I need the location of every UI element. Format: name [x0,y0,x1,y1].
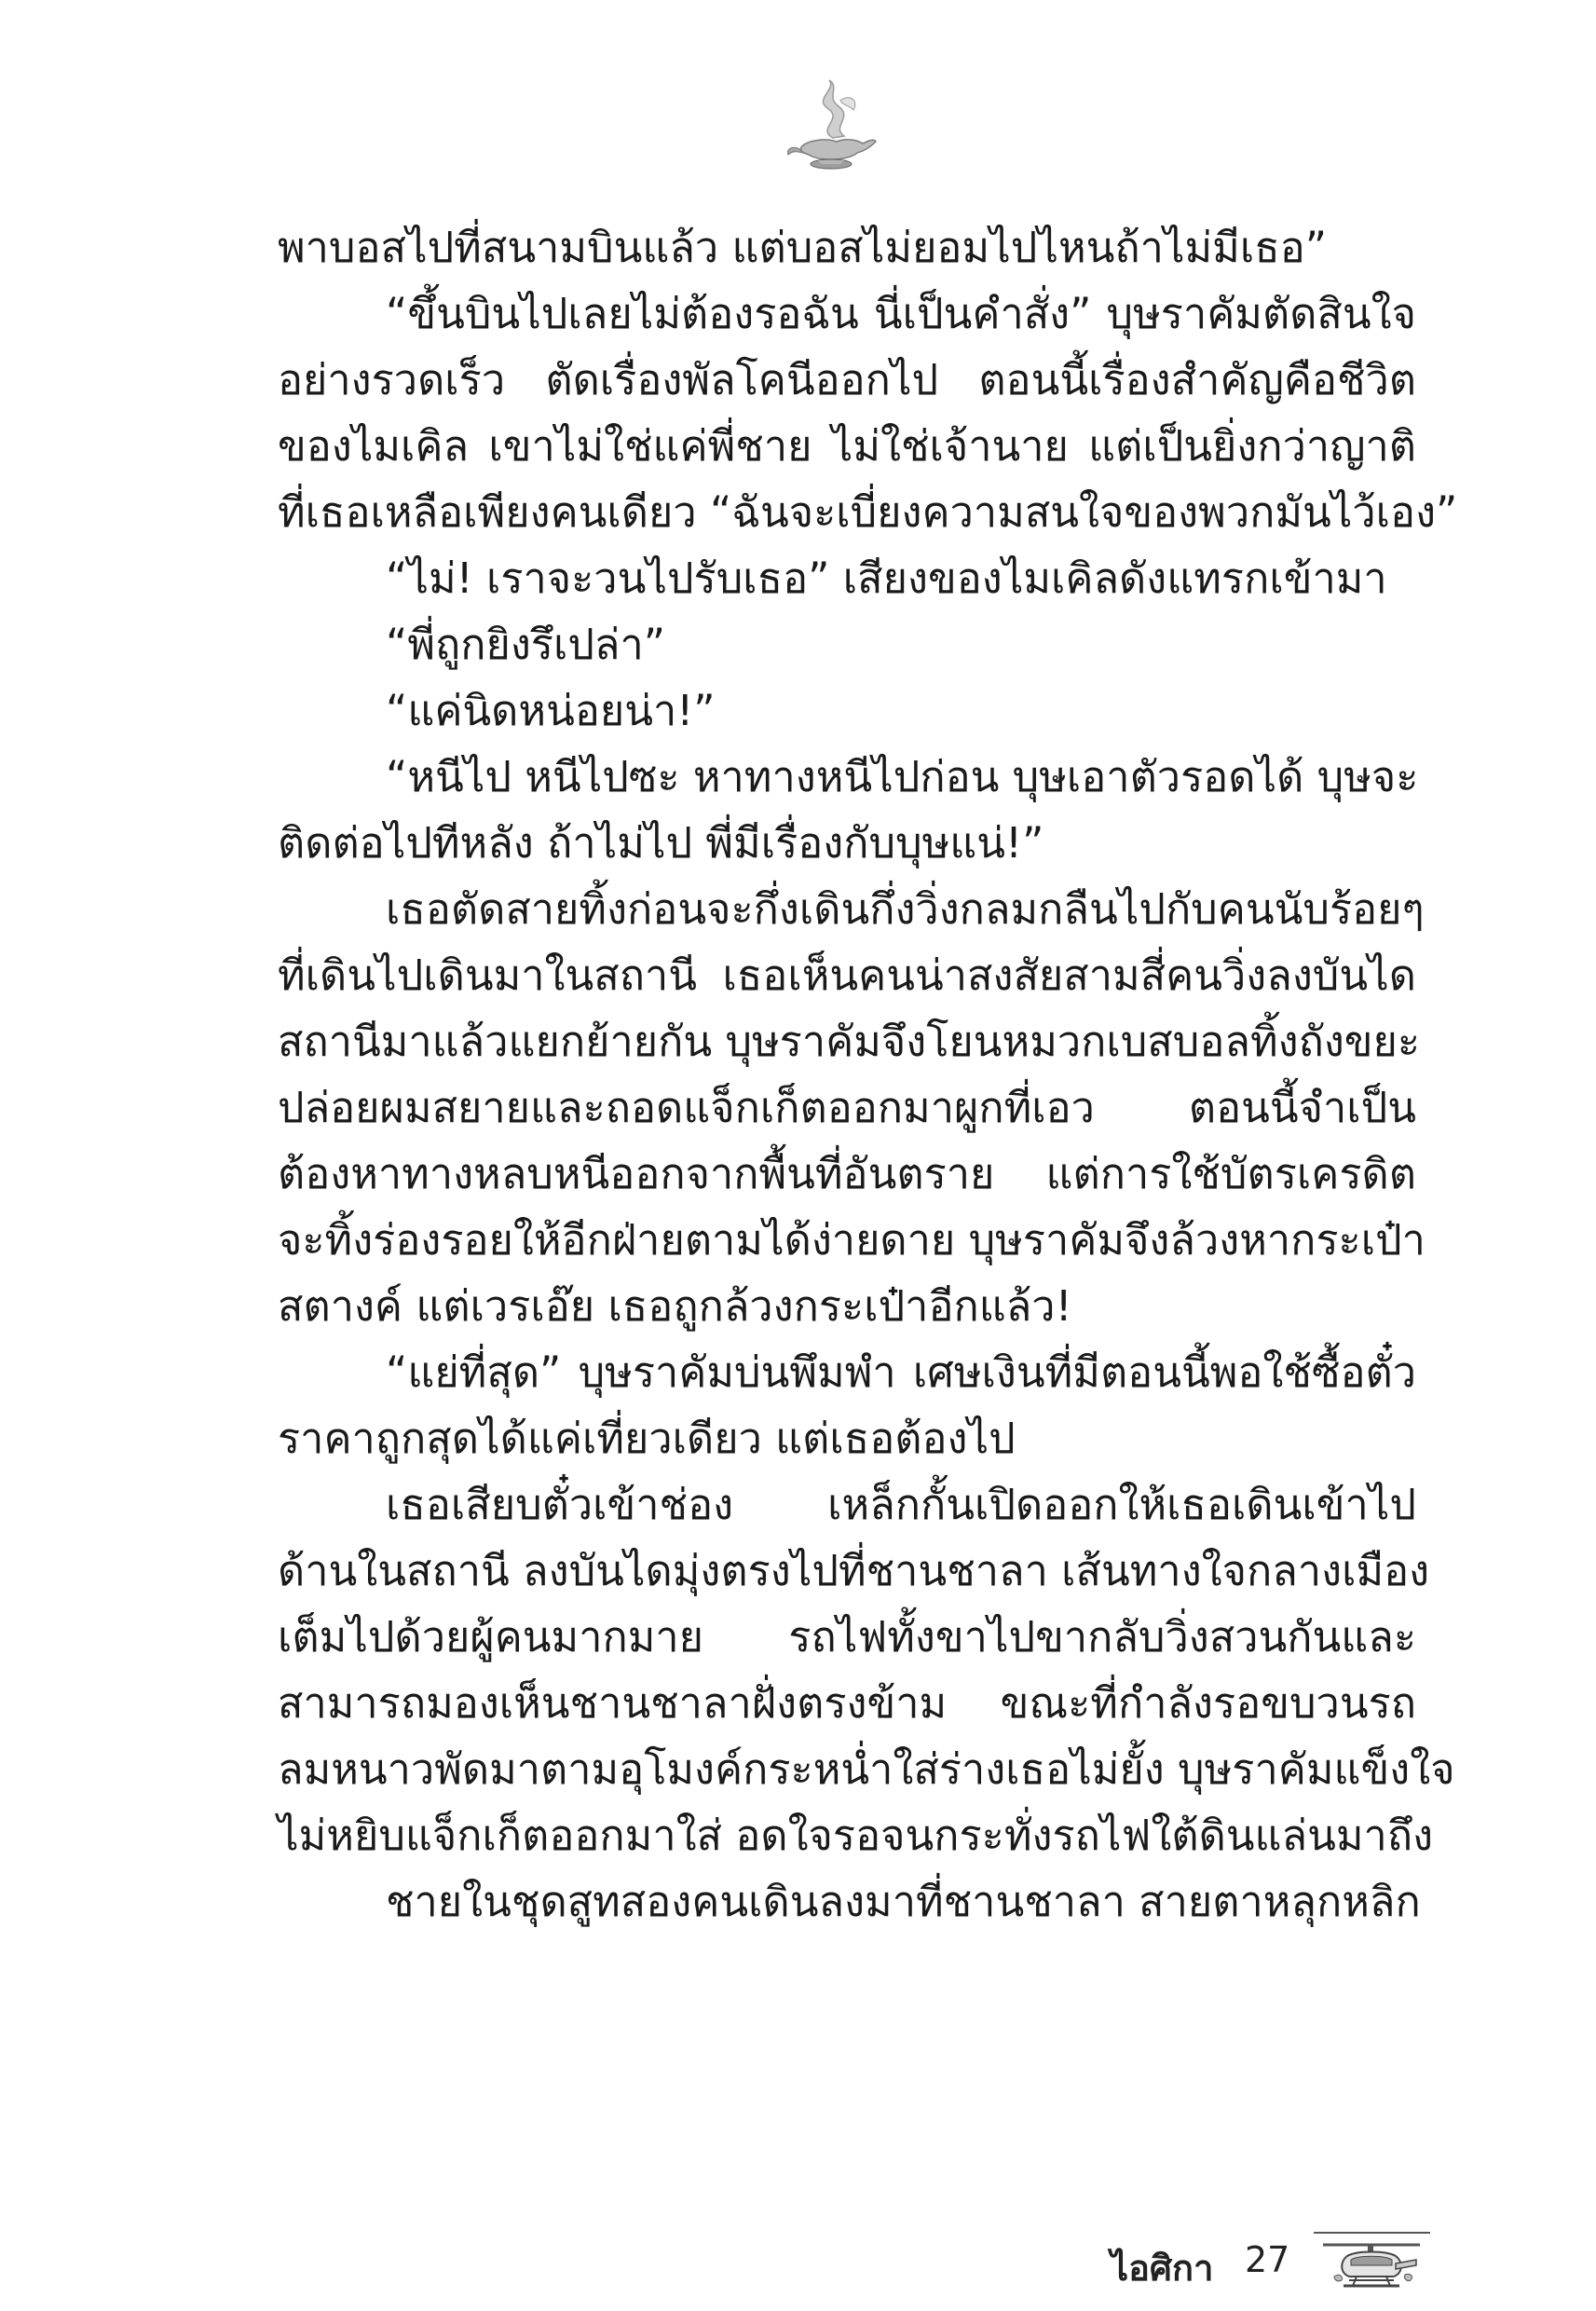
footer-rule [1314,2232,1430,2234]
text-line: ของไมเคิล เขาไม่ใช่แค่พี่ชาย ไม่ใช่เจ้านาย แต่เป็นยิ่งกว่าญาติ [278,421,1416,471]
text-line: “แค่นิดหน่อยน่า!” [386,686,716,735]
text-line: สถานีมาแล้วแยกย้ายกัน บุษราคัมจึงโยนหมวกเบสบอลทิ้งถังขยะ [278,1017,1421,1066]
text-line: เธอตัดสายทิ้งก่อนจะกึ่งเดินกึ่งวิ่งกลมกลืนไปกับคนนับร้อยๆ [386,884,1425,934]
page-number: 27 [1245,2239,1290,2280]
text-line: ที่เดินไปเดินมาในสถานี เธอเห็นคนน่าสงสัยสามสี่คนวิ่งลงบันได [278,950,1416,1000]
text-line: “หนีไป หนีไปซะ หาทางหนีไปก่อน บุษเอาตัวรอดได้ บุษจะ [386,752,1419,801]
helicopter-icon [1316,2236,1427,2293]
text-line: ราคาถูกสุดได้แค่เที่ยวเดียว แต่เธอต้องไป [278,1414,1016,1463]
text-line: จะทิ้งร่องรอยให้อีกฝ่ายตามได้ง่ายดาย บุษราคัมจึงล้วงหากระเป๋า [278,1215,1425,1265]
text-line: ปล่อยผมสยายและถอดแจ็กเก็ตออกมาผูกที่เอว ตอนนี้จำเป็น [278,1083,1416,1132]
text-line: “ขึ้นบินไปเลยไม่ต้องรอฉัน นี่เป็นคำสั่ง” บุษราคัมตัดสินใจ [386,289,1416,338]
text-line: เต็มไปด้วยผู้คนมากมาย รถไฟทั้งขาไปขากลับวิ่งสวนกันและ [278,1612,1416,1661]
text-line: ไม่หยิบแจ็กเก็ตออกมาใส่ อดใจรอจนกระทั่งรถไฟใต้ดินแล่นมาถึง [278,1811,1434,1860]
text-line: อย่างรวดเร็ว ตัดเรื่องพัลโคนีออกไป ตอนนี้เรื่องสำคัญคือชีวิต [278,355,1416,404]
text-line: “ไม่! เราจะวนไปรับเธอ” เสียงของไมเคิลดังแทรกเข้ามา [386,554,1387,603]
text-line: ที่เธอเหลือเพียงคนเดียว “ฉันจะเบี่ยงความสนใจของพวกมันไว้เอง” [278,487,1458,537]
text-line: “พี่ถูกยิงรึเปล่า” [386,620,666,669]
text-line: ด้านในสถานี ลงบันไดมุ่งตรงไปที่ชานชาลา เส้นทางใจกลางเมือง [278,1546,1430,1595]
text-line: พาบอสไปที่สนามบินแล้ว แต่บอสไม่ยอมไปไหนถ้าไม่มีเธอ” [278,223,1328,272]
text-line: ติดต่อไปทีหลัง ถ้าไม่ไป พี่มีเรื่องกับบุษแน่!” [278,818,1044,868]
text-line: สตางค์ แต่เวรเอ๊ย เธอถูกล้วงกระเป๋าอีกแล้ว! [278,1281,1072,1331]
text-line: เธอเสียบตั๋วเข้าช่อง เหล็กกั้นเปิดออกให้เธอเดินเข้าไป [386,1480,1416,1529]
page-footer [1071,2222,1444,2297]
text-line: สามารถมองเห็นชานชาลาฝั่งตรงข้าม ขณะที่กำลังรอขบวนรถ [278,1678,1416,1728]
genie-lamp-icon [779,73,881,175]
text-line: ต้องหาทางหลบหนีออกจากพื้นที่อันตราย แต่การใช้บัตรเครดิต [278,1149,1416,1198]
text-line: “แย่ที่สุด” บุษราคัมบ่นพึมพำ เศษเงินที่มีตอนนี้พอใช้ซื้อตั๋ว [386,1347,1416,1397]
body-text [278,214,1458,1935]
text-line: ลมหนาวพัดมาตามอุโมงค์กระหน่ำใส่ร่างเธอไม่ยั้ง บุษราคัมแข็งใจ [278,1744,1455,1794]
footer-book-title: ไอศิกา [1111,2248,1214,2289]
text-line: ชายในชุดสูทสองคนเดินลงมาที่ชานชาลา สายตาหลุกหลิก [386,1877,1421,1926]
